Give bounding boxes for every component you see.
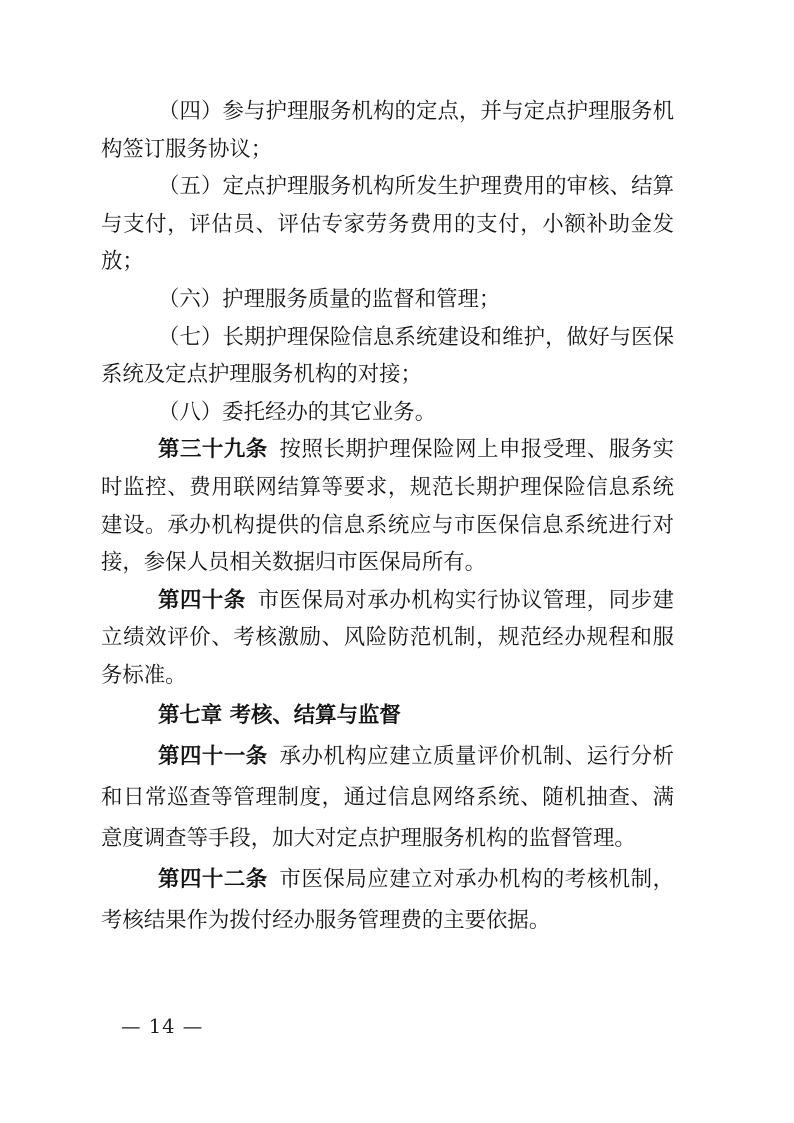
paragraph-text: （六）护理服务质量的监督和管理； <box>158 286 501 312</box>
section-before-chapter <box>101 0 674 695</box>
chapter-seven-section <box>101 695 674 941</box>
list-item-7 <box>101 319 674 394</box>
list-item-4 <box>101 93 674 168</box>
list-item-5 <box>101 168 674 281</box>
paragraph-text: 市医保局对承办机构实行协议管理，同步建立绩效评价、考核激励、风险防范机制，规范经办规程和服务标准。 <box>101 587 674 688</box>
paragraph-text: 承办机构应建立质量评价机制、运行分析和日常巡查等管理制度，通过信息网络系统、随机抽查、满意度调查等手段，加大对定点护理服务机构的监督管理。 <box>101 743 674 851</box>
paragraph-text: （八）委托经办的其它业务。 <box>158 399 437 425</box>
paragraph-text: 按照长期护理保险网上申报受理、服务实时监控、费用联网结算等要求，规范长期护理保险信息系统建设。承办机构提供的信息系统应与市医保信息系统进行对接，参保人员相关数据归市医保局所有。 <box>101 437 674 576</box>
chapter-heading: 第七章 考核、结算与监督 <box>158 702 401 728</box>
paragraph-text: （七）长期护理保险信息系统建设和维护，做好与医保系统及定点护理服务机构的对接； <box>101 324 674 388</box>
paragraph-text: 市医保局应建立对承办机构的考核机制，考核结果作为拨付经办服务管理费的主要依据。 <box>101 866 674 933</box>
paragraph-text: （四）参与护理服务机构的定点，并与定点护理服务机构签订服务协议； <box>101 99 674 162</box>
paragraph-text: （五）定点护理服务机构所发生护理费用的审核、结算与支付，评估员、评估专家劳务费用的支付，小额补助金发放； <box>101 174 674 275</box>
list-item-6 <box>101 281 674 319</box>
list-item-8 <box>101 394 674 432</box>
article-39-paragraph <box>101 431 674 581</box>
page-number: — 14 — <box>121 1015 204 1038</box>
article-40-number: 第四十条 <box>158 587 246 613</box>
article-41-paragraph <box>101 736 674 859</box>
article-42-number: 第四十二条 <box>158 866 268 892</box>
article-40-paragraph <box>101 582 674 695</box>
article-39-number: 第三十九条 <box>158 437 268 463</box>
document-body <box>101 0 674 941</box>
article-42-paragraph <box>101 859 674 941</box>
article-41-number: 第四十一条 <box>158 743 268 769</box>
